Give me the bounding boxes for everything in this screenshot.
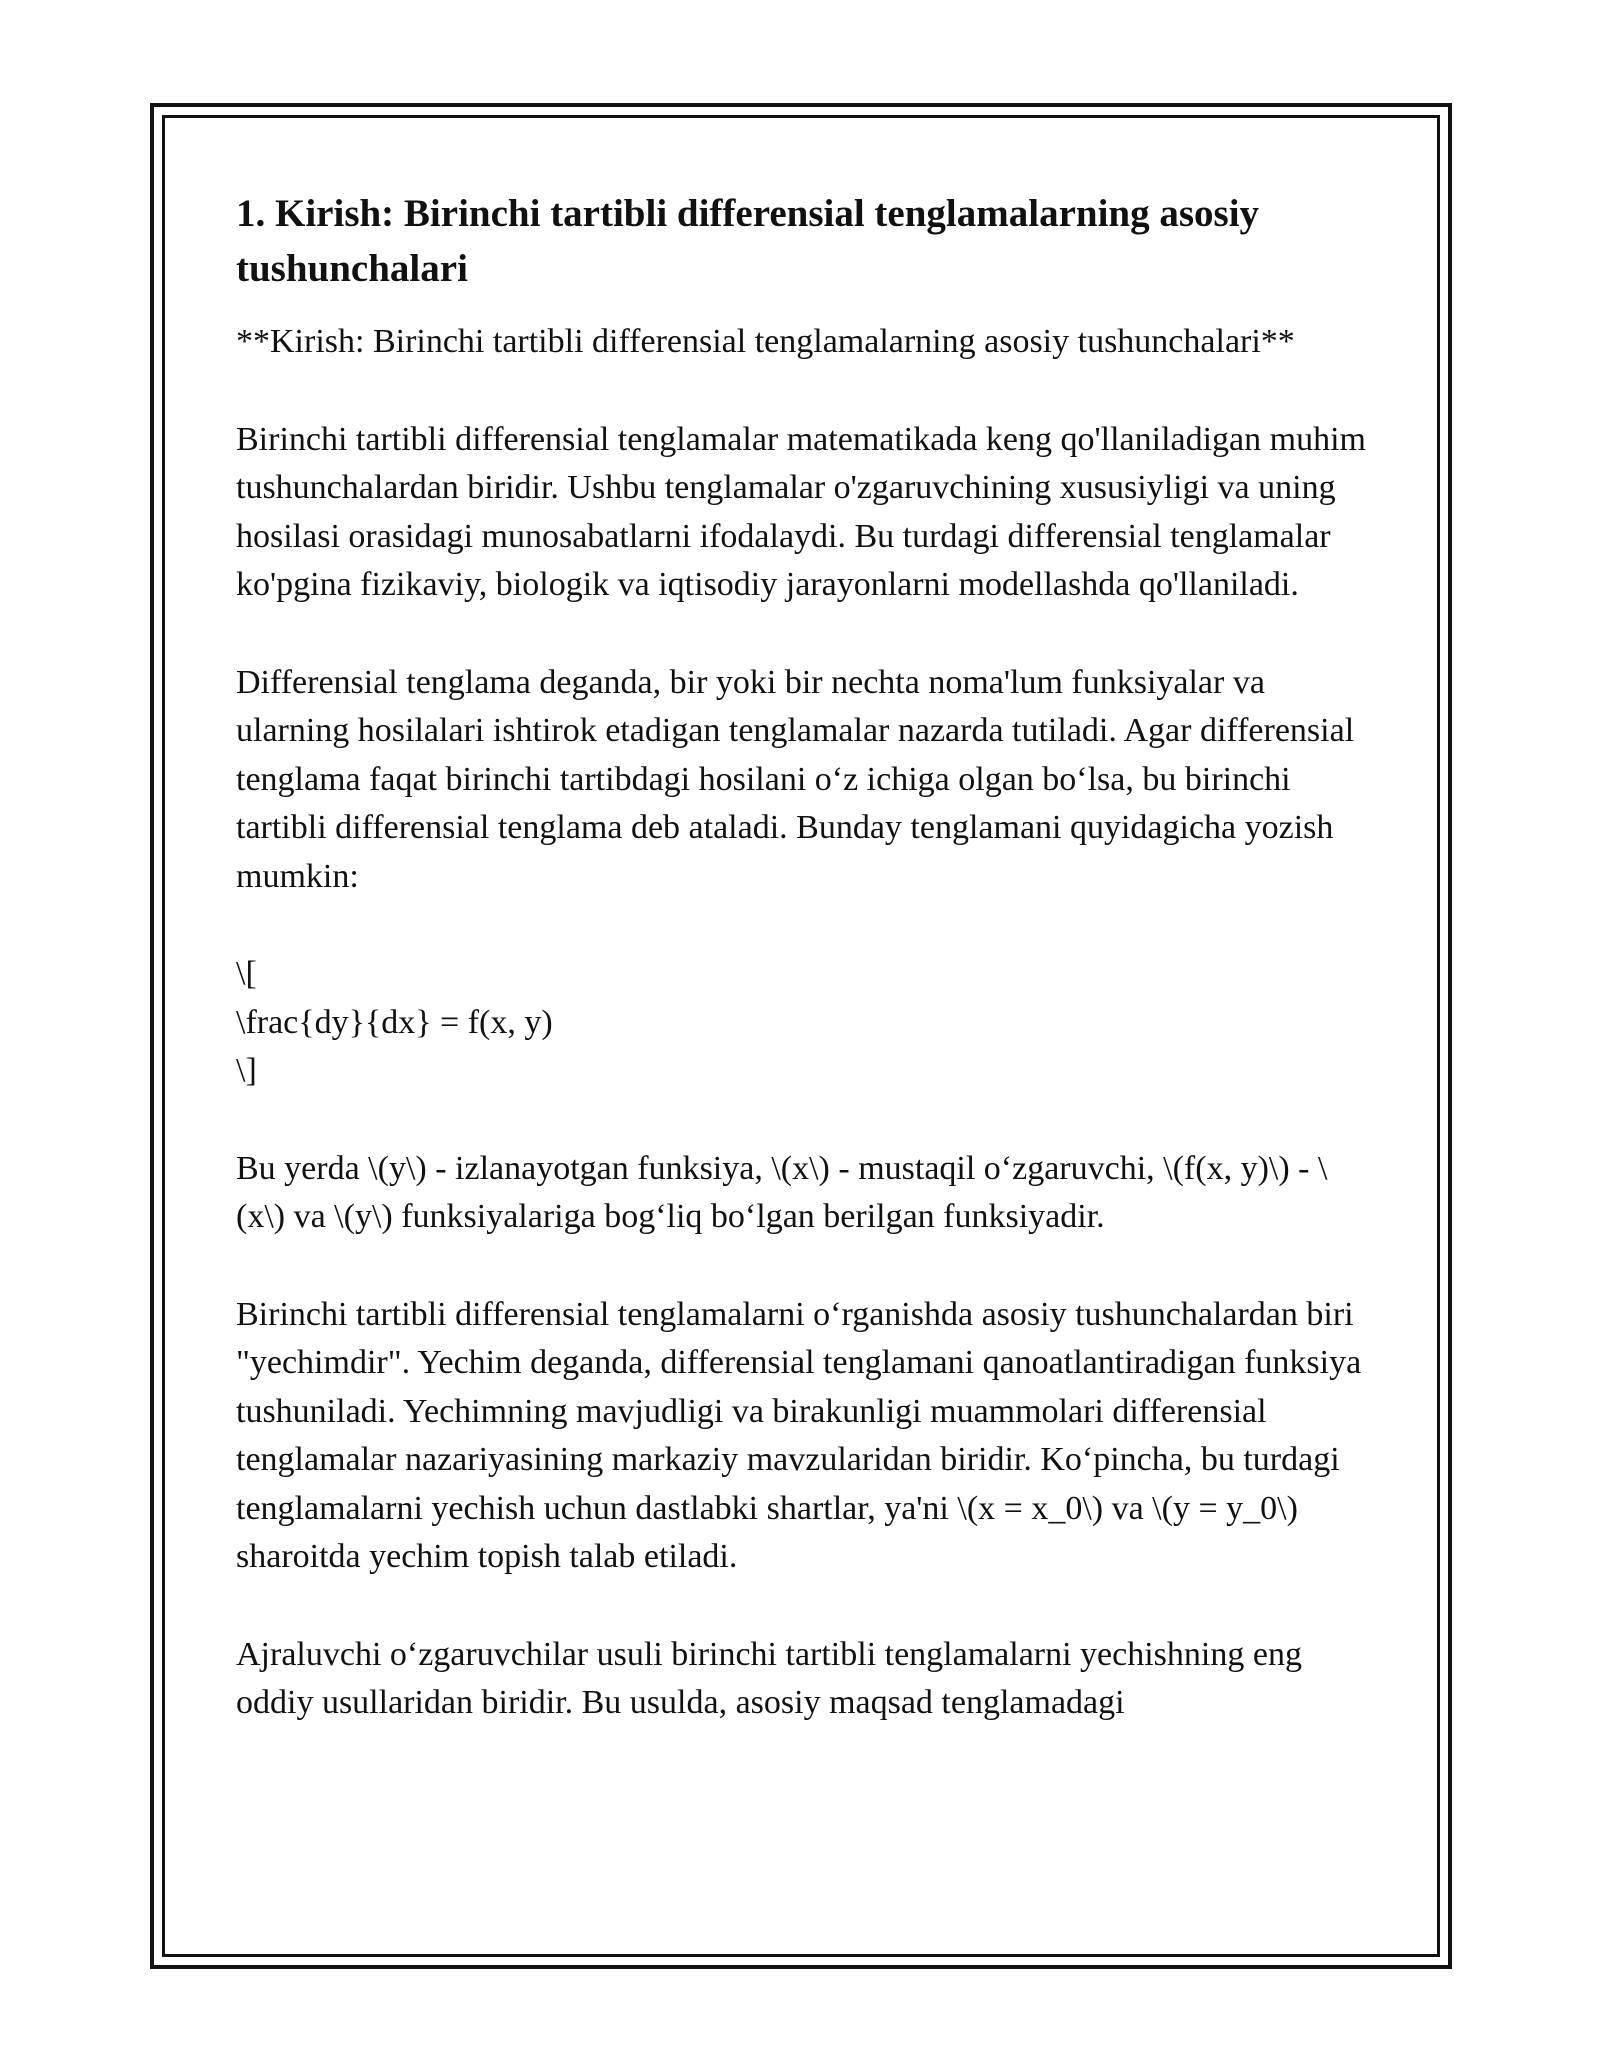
equation-block: \[ \frac{dy}{dx} = f(x, y) \] xyxy=(236,955,553,1089)
paragraph-separable: Ajraluvchi o‘zgaruvchilar usuli birinchi tartibli tenglamalarni yechishning eng oddiy usullaridan biridir. Bu usulda, asosiy maqsad tenglamadagi xyxy=(236,1635,1302,1721)
paragraph-bold-title: **Kirish: Birinchi tartibli differensial tenglamalarning asosiy tushunchalari** xyxy=(236,323,1295,360)
paragraph-intro: Birinchi tartibli differensial tenglamalar matematikada keng qo'llaniladigan muhim tushunchalardan biridir. Ushbu tenglamalar o'zgaruvchining xususiyligi va uning hosilasi orasidagi munosabatlarni ifodalaydi. Bu turdagi differensial tenglamalar ko'pgina fizikaviy, biologik va iqtisodiy jarayonlarni modellashda qo'llaniladi. xyxy=(236,420,1366,603)
paragraph-definition: Differensial tenglama deganda, bir yoki bir nechta noma'lum funksiyalar va ularning hosilalari ishtirok etadigan tenglamalar nazarda tutiladi. Agar differensial tenglama faqat birinchi tartibdagi hosilani o‘z ichiga olgan bo‘lsa, bu birinchi tartibli differensial tenglama deb ataladi. Bunday tenglamani quyidagicha yozish mumkin: xyxy=(236,663,1355,895)
paragraph-variables: Bu yerda \(y\) - izlanayotgan funksiya, \(x\) - mustaqil o‘zgaruvchi, \(f(x, y)\) - \(x\) va \(y\) funksiyalariga bog‘liq bo‘lgan berilgan funksiyadir. xyxy=(236,1149,1328,1235)
paragraph-solution: Birinchi tartibli differensial tenglamalarni o‘rganishda asosiy tushunchalardan biri "yechimdir". Yechim deganda, differensial tenglamani qanoatlantiradigan funksiya tushuniladi. Yechimning mavjudligi va birakunligi muammolari differensial tenglamalar nazariyasining markaziy mavzularidan biridir. Ko‘pincha, bu turdagi tenglamalarni yechish uchun dastlabki shartlar, ya'ni \(x = x_0\) va \(y = y_0\) sharoitda yechim topish talab etiladi. xyxy=(236,1295,1362,1575)
section-heading: 1. Kirish: Birinchi tartibli differensial tenglamalarning asosiy tushunchalari xyxy=(236,192,1260,290)
document-body xyxy=(236,186,1376,1777)
